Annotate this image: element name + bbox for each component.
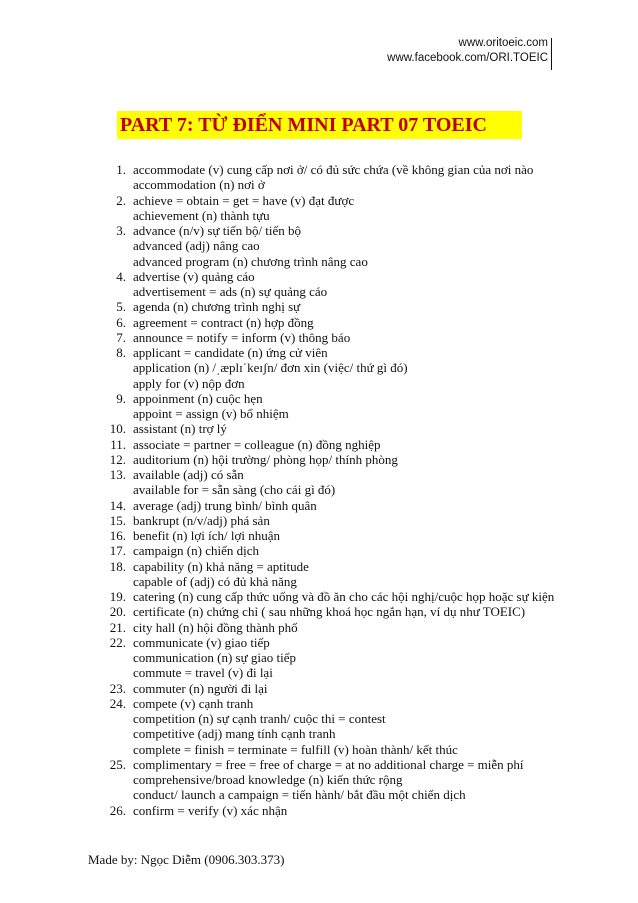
entry-line: campaign (n) chiến dịch — [133, 543, 259, 559]
entry-line: city hall (n) hội đồng thành phố — [133, 619, 298, 635]
list-item — [0, 604, 638, 619]
list-item — [0, 528, 638, 543]
list-number: 12. — [109, 451, 126, 467]
list-number: 15. — [109, 512, 126, 528]
list-item — [0, 421, 638, 436]
entry-line: competitive (adj) mang tính cạnh tranh — [133, 726, 336, 742]
facebook-link[interactable]: www.facebook.com/ORI.TOEIC — [387, 52, 548, 64]
entry-line: advance (n/v) sự tiến bộ/ tiến bộ — [133, 223, 302, 238]
list-number: 7. — [116, 329, 126, 345]
title-highlight — [117, 111, 522, 139]
page-title: PART 7: TỪ ĐIỂN MINI PART 07 TOEIC — [120, 114, 487, 136]
entry-line: advertise (v) quảng cáo — [133, 268, 255, 284]
list-number: 5. — [116, 299, 126, 315]
list-item — [0, 589, 638, 604]
list-item — [0, 559, 638, 590]
list-item — [0, 452, 638, 467]
entry-line: catering (n) cung cấp thức uống và đồ ăn cho các hội nghị/cuộc họp hoặc sự kiện — [133, 589, 555, 604]
entry-line: communication (n) sự giao tiếp — [133, 650, 297, 665]
entry-line: average (adj) trung bình/ bình quân — [133, 497, 317, 513]
list-item — [0, 269, 638, 300]
entry-line: announce = notify = inform (v) thông báo — [133, 329, 351, 345]
list-item — [0, 513, 638, 528]
entry-line: complimentary = free = free of charge = at no additional charge = miễn phí — [133, 756, 524, 772]
list-number: 22. — [109, 634, 126, 650]
entry-line: appoint = assign (v) bổ nhiệm — [133, 406, 289, 421]
list-item — [0, 345, 638, 391]
entry-line: complete = finish = terminate = fulfill (v) hoàn thành/ kết thúc — [133, 741, 458, 757]
entry-line: advanced program (n) chương trình nâng cao — [133, 253, 368, 269]
entry-line: application (n) /ˌæplɪˈkeɪʃn/ đơn xin (việc/ thứ gì đó) — [133, 360, 408, 376]
entry-line: certificate (n) chứng chỉ ( sau những khoá học ngắn hạn, ví dụ như TOEIC) — [133, 604, 526, 620]
entry-line: capable of (adj) có đủ khả năng — [133, 573, 297, 589]
entry-line: comprehensive/broad knowledge (n) kiến thức rộng — [133, 772, 403, 787]
entry-line: agreement = contract (n) hợp đồng — [133, 314, 314, 330]
list-item — [0, 803, 638, 818]
list-item — [0, 467, 638, 498]
list-item — [0, 223, 638, 269]
list-number: 26. — [109, 802, 126, 818]
list-item — [0, 330, 638, 345]
list-item — [0, 299, 638, 314]
entry-line: competition (n) sự cạnh tranh/ cuộc thi = contest — [133, 711, 386, 726]
entry-line: applicant = candidate (n) ứng cử viên — [133, 345, 328, 360]
list-item — [0, 162, 638, 193]
list-number: 24. — [109, 695, 126, 711]
list-number: 14. — [109, 497, 126, 513]
entry-line: auditorium (n) hội trường/ phòng họp/ thính phòng — [133, 451, 398, 467]
entry-line: associate = partner = colleague (n) đồng nghiệp — [133, 436, 381, 452]
list-number: 13. — [109, 467, 126, 482]
vocabulary-list — [0, 162, 638, 818]
list-number: 21. — [109, 619, 126, 635]
list-item — [0, 498, 638, 513]
list-item — [0, 391, 638, 422]
list-number: 9. — [116, 390, 126, 406]
list-number: 18. — [109, 558, 126, 574]
entry-line: apply for (v) nộp đơn — [133, 375, 245, 391]
list-item — [0, 681, 638, 696]
entry-line: capability (n) khả năng = aptitude — [133, 558, 309, 574]
list-number: 2. — [116, 192, 126, 208]
list-number: 10. — [109, 421, 126, 437]
entry-line: appoinment (n) cuộc hẹn — [133, 390, 263, 406]
entry-line: commute = travel (v) đi lại — [133, 665, 273, 681]
entry-line: available for = sẵn sàng (cho cái gì đó) — [133, 482, 336, 498]
entry-line: conduct/ launch a campaign = tiến hành/ bắt đầu một chiến dịch — [133, 787, 466, 803]
entry-line: accommodation (n) nơi ở — [133, 177, 265, 193]
list-item — [0, 315, 638, 330]
entry-line: benefit (n) lợi ích/ lợi nhuận — [133, 528, 280, 543]
entry-line: available (adj) có sẵn — [133, 467, 244, 482]
list-item — [0, 635, 638, 681]
list-number: 17. — [109, 543, 126, 559]
entry-line: bankrupt (n/v/adj) phá sản — [133, 512, 270, 528]
list-item — [0, 757, 638, 803]
entry-line: advertisement = ads (n) sự quảng cáo — [133, 284, 328, 299]
entry-line: advanced (adj) nâng cao — [133, 238, 260, 254]
list-number: 6. — [116, 314, 126, 330]
list-number: 8. — [116, 345, 126, 360]
entry-line: communicate (v) giao tiếp — [133, 634, 270, 650]
list-item — [0, 696, 638, 757]
list-number: 25. — [109, 756, 126, 772]
entry-line: achieve = obtain = get = have (v) đạt được — [133, 192, 355, 208]
list-item — [0, 193, 638, 224]
entry-line: accommodate (v) cung cấp nơi ở/ có đủ sức chứa (về không gian của nơi nào — [133, 162, 534, 177]
list-number: 20. — [109, 604, 126, 620]
website-link[interactable]: www.oritoeic.com — [458, 37, 548, 49]
page-header — [387, 36, 548, 66]
entry-line: compete (v) cạnh tranh — [133, 695, 254, 711]
entry-line: commuter (n) người đi lại — [133, 680, 268, 696]
entry-line: agenda (n) chương trình nghị sự — [133, 299, 301, 315]
entry-line: achievement (n) thành tựu — [133, 207, 270, 223]
list-number: 4. — [116, 268, 126, 284]
entry-line: assistant (n) trợ lý — [133, 421, 227, 437]
list-number: 1. — [116, 162, 126, 177]
footer-credit: Made by: Ngọc Diễm (0906.303.373) — [88, 852, 285, 867]
list-item — [0, 437, 638, 452]
list-number: 23. — [109, 680, 126, 696]
list-item — [0, 620, 638, 635]
list-item — [0, 543, 638, 558]
list-number: 11. — [110, 436, 126, 452]
list-number: 3. — [116, 223, 126, 238]
list-number: 16. — [109, 528, 126, 543]
header-divider — [551, 38, 552, 70]
entry-line: confirm = verify (v) xác nhận — [133, 802, 288, 818]
list-number: 19. — [109, 589, 126, 604]
